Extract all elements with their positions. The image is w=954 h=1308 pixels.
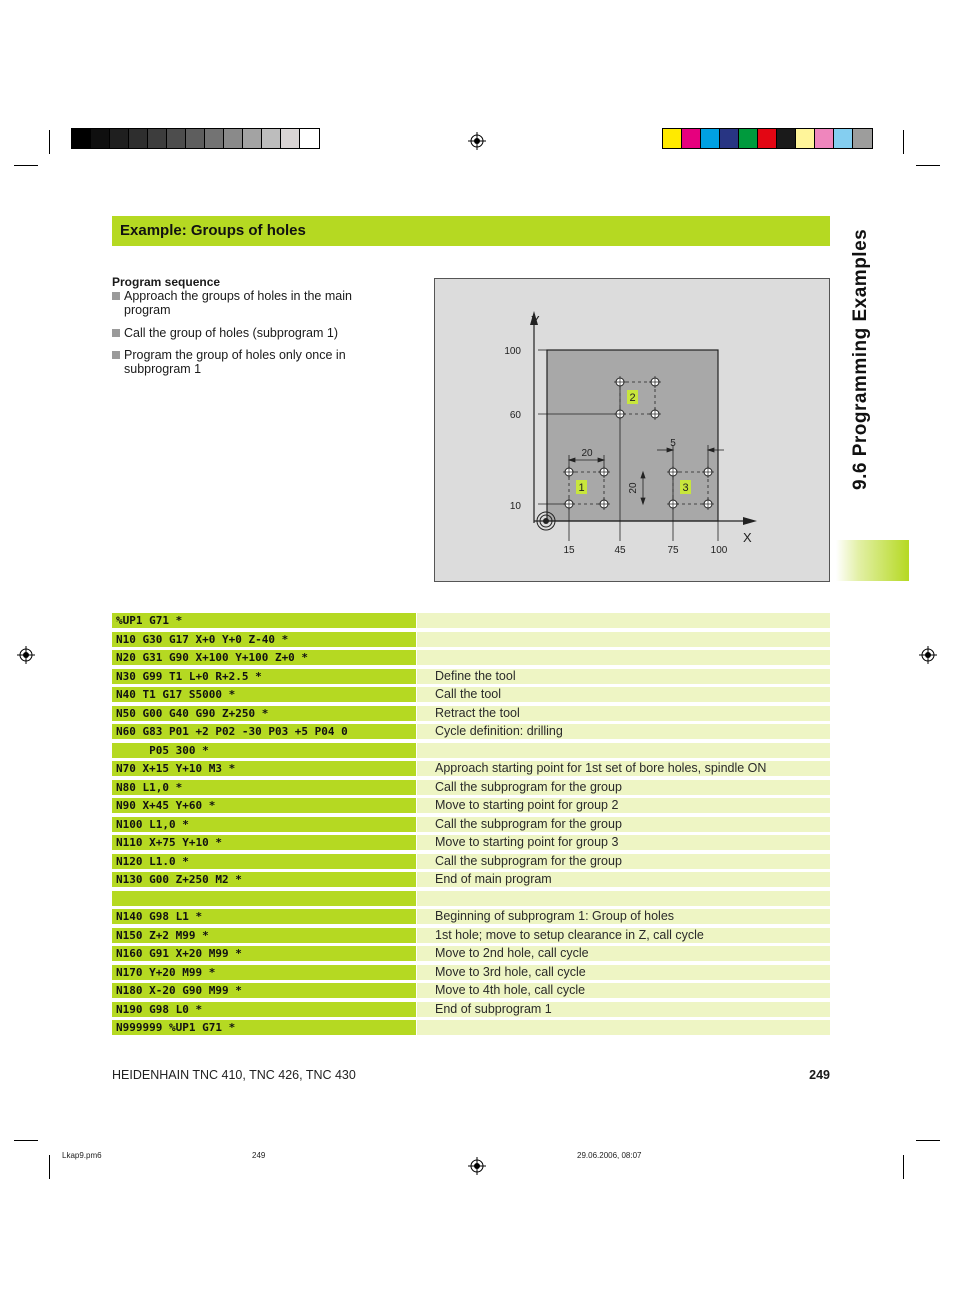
color-swatch: [243, 129, 262, 148]
table-row: [112, 928, 830, 943]
color-swatch: [777, 129, 796, 148]
table-row: [112, 687, 830, 702]
group-label: 1: [578, 482, 585, 494]
group-label: 2: [629, 392, 636, 404]
dimension-label: 5: [670, 438, 676, 449]
color-swatch: [262, 129, 281, 148]
description-cell: [416, 1020, 830, 1035]
description-cell: Call the subprogram for the group: [416, 854, 830, 869]
nc-code-cell: N100 L1,0 *: [112, 817, 416, 832]
description-cell: Move to 2nd hole, call cycle: [416, 946, 830, 961]
nc-code-cell: N80 L1,0 *: [112, 780, 416, 795]
slug-date: 29.06.2006, 08:07: [577, 1151, 642, 1160]
description-cell: Move to starting point for group 2: [416, 798, 830, 813]
color-swatch: [663, 129, 682, 148]
workpiece-plate: [547, 350, 718, 521]
description-cell: Call the subprogram for the group: [416, 817, 830, 832]
description-cell: Cycle definition: drilling: [416, 724, 830, 739]
table-row: [112, 650, 830, 665]
description-cell: Call the subprogram for the group: [416, 780, 830, 795]
x-tick-label: 45: [614, 545, 626, 556]
nc-code-cell: N30 G99 T1 L+0 R+2.5 *: [112, 669, 416, 684]
description-cell: Move to 3rd hole, call cycle: [416, 965, 830, 980]
nc-code-cell: N10 G30 G17 X+0 Y+0 Z-40 *: [112, 632, 416, 647]
description-cell: [416, 632, 830, 647]
datum-origin-icon: [537, 512, 555, 530]
color-swatch: [167, 129, 186, 148]
table-row: [112, 724, 830, 739]
x-tick-label: 75: [667, 545, 679, 556]
nc-code-cell: N160 G91 X+20 M99 *: [112, 946, 416, 961]
nc-code-cell: N999999 %UP1 G71 *: [112, 1020, 416, 1035]
color-swatch: [796, 129, 815, 148]
table-row: [112, 983, 830, 998]
color-swatch: [281, 129, 300, 148]
table-row: [112, 613, 830, 628]
program-sequence-title: Program sequence: [112, 275, 221, 289]
registration-mark-icon: [468, 1157, 486, 1175]
description-cell: Retract the tool: [416, 706, 830, 721]
x-tick-label: 15: [563, 545, 575, 556]
description-cell: Call the tool: [416, 687, 830, 702]
table-row: [112, 909, 830, 924]
section-title: Example: Groups of holes: [120, 222, 306, 239]
y-tick-label: 10: [509, 501, 521, 512]
nc-code-cell: N180 X-20 G90 M99 *: [112, 983, 416, 998]
y-tick-label: 60: [509, 410, 521, 421]
table-row: [112, 817, 830, 832]
color-swatch: [853, 129, 872, 148]
hole-pattern-diagram: [434, 278, 830, 582]
table-row: [112, 946, 830, 961]
list-item: Program the group of holes only once in subprogram 1: [112, 348, 382, 376]
gray-color-bar: [71, 128, 320, 149]
process-color-bar: [662, 128, 873, 149]
description-cell: Move to 4th hole, call cycle: [416, 983, 830, 998]
table-row: [112, 780, 830, 795]
table-row: [112, 872, 830, 887]
slug-file: Lkap9.pm6: [62, 1151, 102, 1160]
chapter-tab: [836, 540, 909, 581]
description-cell: Move to starting point for group 3: [416, 835, 830, 850]
table-row: [112, 761, 830, 776]
nc-code-cell: [112, 891, 416, 906]
square-bullet-icon: [112, 292, 120, 300]
slug-page: 249: [252, 1151, 266, 1160]
nc-program-table: [112, 613, 830, 1039]
group-label: 3: [682, 482, 689, 494]
color-swatch: [720, 129, 739, 148]
registration-mark-icon: [468, 132, 486, 150]
color-swatch: [205, 129, 224, 148]
hole-pattern-drawing: [435, 279, 829, 581]
nc-code-cell: N110 X+75 Y+10 *: [112, 835, 416, 850]
x-axis-label: X: [743, 530, 752, 545]
color-swatch: [815, 129, 834, 148]
color-swatch: [224, 129, 243, 148]
table-row: [112, 743, 830, 758]
table-row: [112, 706, 830, 721]
description-cell: [416, 650, 830, 665]
x-tick-label: 100: [710, 545, 728, 556]
y-tick-label: 100: [504, 346, 521, 357]
color-swatch: [682, 129, 701, 148]
table-row: [112, 1020, 830, 1035]
table-row: [112, 669, 830, 684]
nc-code-cell: N170 Y+20 M99 *: [112, 965, 416, 980]
table-row: [112, 891, 830, 906]
square-bullet-icon: [112, 351, 120, 359]
table-row: [112, 835, 830, 850]
description-cell: Define the tool: [416, 669, 830, 684]
y-axis-label: Y: [531, 313, 540, 328]
nc-code-cell: N190 G98 L0 *: [112, 1002, 416, 1017]
list-item: Call the group of holes (subprogram 1): [112, 326, 382, 340]
color-swatch: [701, 129, 720, 148]
nc-code-cell: N140 G98 L1 *: [112, 909, 416, 924]
description-cell: End of subprogram 1: [416, 1002, 830, 1017]
page-number: 249: [809, 1068, 830, 1082]
color-swatch: [110, 129, 129, 148]
description-cell: [416, 891, 830, 906]
color-swatch: [300, 129, 319, 148]
nc-code-cell: N70 X+15 Y+10 M3 *: [112, 761, 416, 776]
table-row: [112, 798, 830, 813]
color-swatch: [148, 129, 167, 148]
description-cell: [416, 613, 830, 628]
color-swatch: [834, 129, 853, 148]
list-item: Approach the groups of holes in the main program: [112, 289, 382, 317]
color-swatch: [72, 129, 91, 148]
footer-product: HEIDENHAIN TNC 410, TNC 426, TNC 430: [112, 1068, 356, 1082]
nc-code-cell: %UP1 G71 *: [112, 613, 416, 628]
nc-code-cell: N150 Z+2 M99 *: [112, 928, 416, 943]
color-swatch: [186, 129, 205, 148]
color-swatch: [129, 129, 148, 148]
registration-mark-icon: [919, 646, 937, 664]
nc-code-cell: N120 L1.0 *: [112, 854, 416, 869]
description-cell: End of main program: [416, 872, 830, 887]
nc-code-cell: N130 G00 Z+250 M2 *: [112, 872, 416, 887]
color-swatch: [91, 129, 110, 148]
nc-code-cell: N40 T1 G17 S5000 *: [112, 687, 416, 702]
color-swatch: [758, 129, 777, 148]
nc-code-cell: N60 G83 P01 +2 P02 -30 P03 +5 P04 0: [112, 724, 416, 739]
table-row: [112, 854, 830, 869]
nc-code-cell: N90 X+45 Y+60 *: [112, 798, 416, 813]
x-axis-arrow-icon: [743, 517, 757, 525]
nc-code-cell: N50 G00 G40 G90 Z+250 *: [112, 706, 416, 721]
description-cell: 1st hole; move to setup clearance in Z, call cycle: [416, 928, 830, 943]
dimension-label: 20: [581, 448, 593, 459]
table-row: [112, 632, 830, 647]
square-bullet-icon: [112, 329, 120, 337]
registration-mark-icon: [17, 646, 35, 664]
color-swatch: [739, 129, 758, 148]
table-row: [112, 1002, 830, 1017]
nc-code-cell: N20 G31 G90 X+100 Y+100 Z+0 *: [112, 650, 416, 665]
dimension-label: 20: [628, 482, 639, 494]
description-cell: [416, 743, 830, 758]
nc-code-cell: P05 300 *: [112, 743, 416, 758]
section-header: [112, 216, 830, 246]
table-row: [112, 965, 830, 980]
description-cell: Approach starting point for 1st set of bore holes, spindle ON: [416, 761, 830, 776]
description-cell: Beginning of subprogram 1: Group of holes: [416, 909, 830, 924]
